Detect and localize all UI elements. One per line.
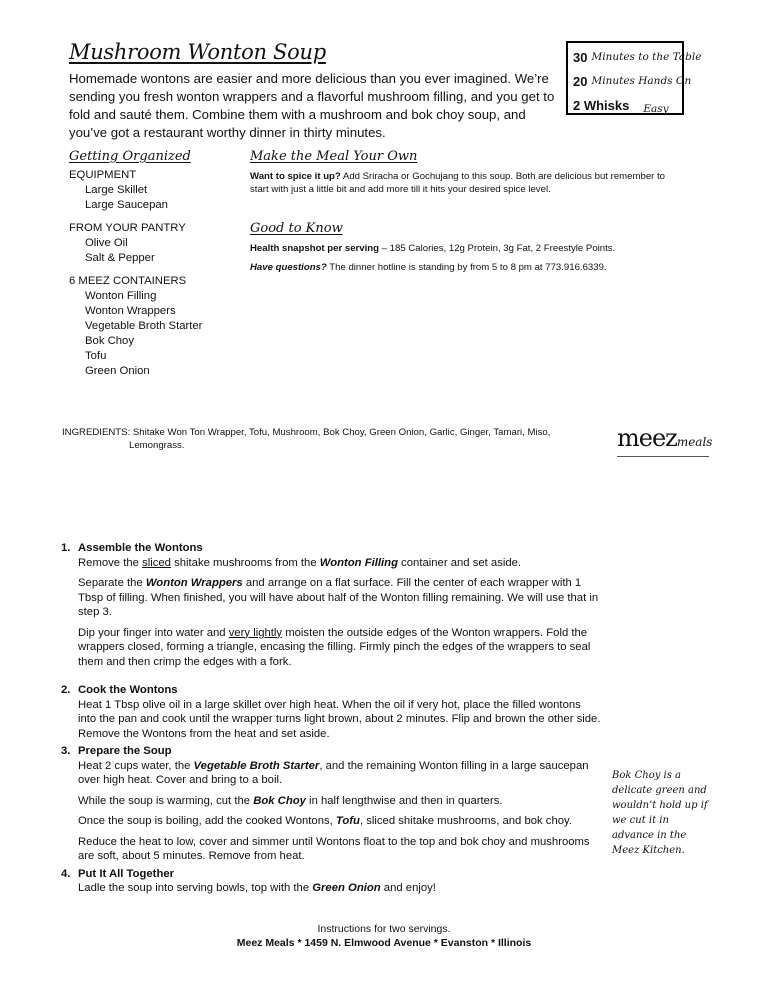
questions-lead: Have questions?	[250, 262, 327, 273]
step-title: Prepare the Soup	[78, 745, 172, 757]
ingredients-line: INGREDIENTS: Shitake Won Ton Wrapper, Tofu, Mushroom, Bok Choy, Green Onion, Garlic, Ginger, Tamari, Miso,	[62, 427, 551, 438]
minutes-to-table-value: 30	[573, 49, 588, 65]
step-paragraph: While the soup is warming, cut the Bok Choy in half lengthwise and then in quarters.	[78, 794, 503, 807]
step-1	[61, 541, 601, 669]
containers-caption: 6 MEEZ CONTAINERS	[69, 275, 187, 287]
equipment-caption: EQUIPMENT	[69, 169, 137, 181]
intro-paragraph: Homemade wontons are easier and more delicious than you ever imagined. We’re sending you fresh wonton wrappers and a flavorful mushroom filling, and you get to fold and sauté them. Combine them with a mushroom and bok choy soup, and you’ve got a restaurant worthy dinner in thirty minutes.	[69, 71, 555, 140]
step-paragraph: Heat 2 cups water, the Vegetable Broth Starter, and the remaining Wonton filling in a large saucepan over high heat. Cover and bring to a boil.	[78, 759, 589, 786]
hands-on-value: 20	[573, 73, 588, 89]
time-difficulty-box	[566, 41, 702, 115]
questions-text: The dinner hotline is standing by from 5 to 8 pm at 773.916.6339.	[326, 262, 607, 273]
step-title: Cook the Wontons	[78, 684, 178, 696]
difficulty-label: Easy	[643, 103, 669, 115]
container-item: Wonton Filling	[85, 290, 157, 302]
step-2	[61, 683, 601, 741]
container-item: Vegetable Broth Starter	[85, 320, 203, 332]
make-own-text	[250, 170, 670, 196]
health-lead: Health snapshot per serving	[250, 243, 380, 254]
questions-line	[250, 261, 680, 274]
health-text: – 185 Calories, 12g Protein, 3g Fat, 2 Freestyle Points.	[379, 243, 616, 254]
pantry-caption: FROM YOUR PANTRY	[69, 222, 186, 234]
make-own-body: Add Sriracha or Gochujang to this soup. Both are delicious but remember to start with just a little bit and add more till it hits your desired spice level.	[250, 171, 666, 195]
footer-address: Meez Meals * 1459 N. Elmwood Avenue * Evanston * Illinois	[236, 937, 532, 949]
difficulty-value: 2 Whisks	[573, 97, 630, 113]
step-paragraph: Dip your finger into water and very lightly moisten the outside edges of the Wonton wrappers. Fold the wrappers closed, forming a triangle, encasing the filling. Firmly pinch the edges of the wrappers to seal them and then crimp the edges with a fork.	[78, 626, 591, 668]
equipment-item: Large Saucepan	[85, 199, 168, 211]
health-snapshot	[250, 242, 680, 255]
step-title: Put It All Together	[78, 867, 175, 880]
ingredients-block	[62, 427, 607, 452]
hands-on-row	[573, 69, 692, 93]
step-paragraph: Reduce the heat to low, cover and simmer until Wontons float to the top and bok choy and mushrooms are soft, about 5 minutes. Remove from heat.	[78, 835, 590, 862]
step-paragraph: Once the soup is boiling, add the cooked Wontons, Tofu, sliced shitake mushrooms, and bok choy.	[78, 815, 572, 827]
page-title: Mushroom Wonton Soup	[69, 40, 326, 64]
step-number: 4.	[61, 867, 71, 880]
container-item: Tofu	[85, 350, 107, 362]
logo-sub-text: meals	[676, 435, 713, 449]
step-3	[61, 744, 601, 864]
step-title: Assemble the Wontons	[78, 542, 203, 554]
logo-main-text: meez	[617, 424, 677, 452]
getting-organized-heading: Getting Organized	[69, 149, 191, 164]
container-item: Wonton Wrappers	[85, 305, 176, 317]
time-to-table-row	[573, 45, 702, 69]
step-number: 2.	[61, 684, 71, 696]
hands-on-label: Minutes Hands On	[591, 75, 692, 87]
step-paragraph: Heat 1 Tbsp olive oil in a large skillet over high heat. When the oil if very hot, place the filled wontons into the pan and cook until the wrapper turns light brown, about 2 minutes. Flip and brown the other side. Remove the Wontons from the heat and set aside.	[78, 698, 601, 740]
minutes-to-table-label: Minutes to the Table	[591, 51, 702, 63]
instructions	[61, 541, 601, 905]
good-to-know-heading: Good to Know	[250, 221, 343, 236]
step-number: 3.	[61, 745, 71, 757]
pantry-item: Salt & Pepper	[85, 252, 155, 264]
container-item: Green Onion	[85, 365, 150, 377]
step-number: 1.	[61, 542, 71, 554]
bok-choy-sidenote: Bok Choy is a delicate green and wouldn’t hold up if we cut it in advance in the Meez Kitchen.	[612, 770, 708, 856]
meez-logo	[617, 424, 712, 458]
step-paragraph: Remove the sliced shitake mushrooms from the Wonton Filling container and set aside.	[78, 556, 522, 569]
ingredients-continuation: Lemongrass.	[129, 439, 185, 451]
getting-organized-list	[69, 168, 249, 379]
logo-underline	[617, 456, 709, 457]
container-item: Bok Choy	[85, 335, 134, 347]
make-own-heading: Make the Meal Your Own	[250, 149, 418, 164]
step-paragraph: Ladle the soup into serving bowls, top with the Green Onion and enjoy!	[78, 882, 436, 894]
step-paragraph: Separate the Wonton Wrappers and arrange on a flat surface. Fill the center of each wrapper with 1 Tbsp of filling. When finished, you will have about half of the Wonton filling remaining. We will use that in step 3.	[78, 577, 599, 618]
make-own-lead: Want to spice it up?	[250, 171, 341, 182]
pantry-item: Olive Oil	[85, 237, 128, 249]
equipment-item: Large Skillet	[85, 184, 148, 196]
step-4	[61, 867, 601, 896]
difficulty-row	[573, 93, 677, 117]
footer-servings: Instructions for two servings.	[317, 923, 451, 935]
